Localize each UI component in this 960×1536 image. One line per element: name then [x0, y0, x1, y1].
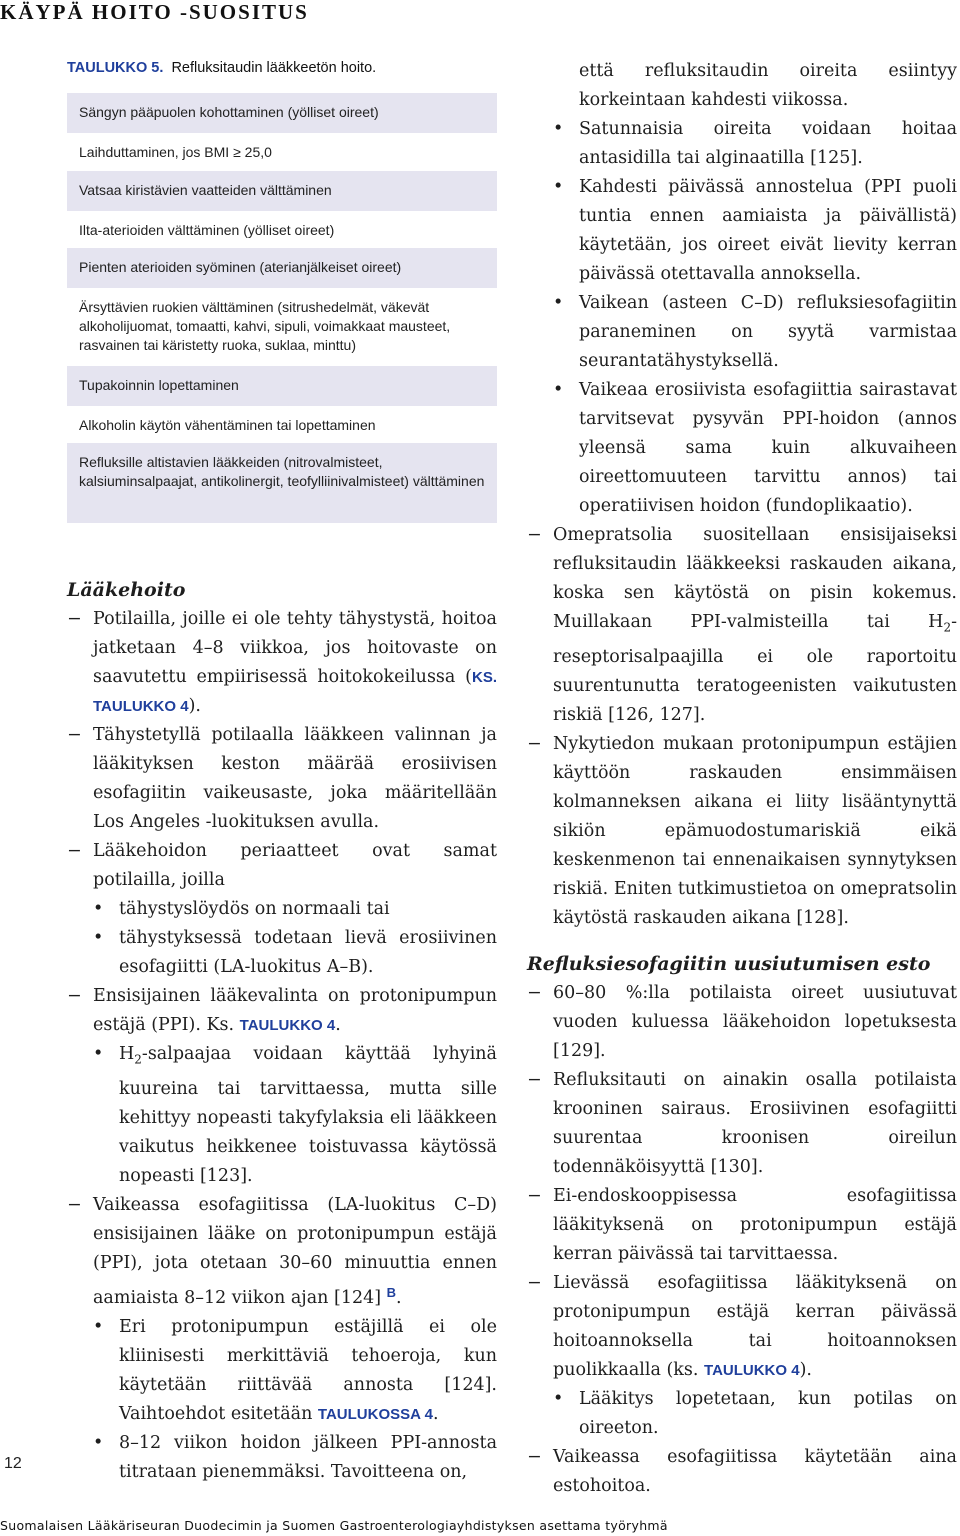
- list-item: [527, 521, 957, 730]
- table-row: Alkoholin käytön vähentäminen tai lopettaminen: [79, 417, 376, 433]
- bullet-item: • tähystyksessä todetaan lievä erosiivinen esofagiitti (LA-luokitus A–B).: [67, 924, 497, 982]
- table-reference-link[interactable]: TAULUKKO 4: [704, 1361, 800, 1379]
- table-5: [67, 60, 497, 523]
- item-text-end: .: [396, 1287, 402, 1308]
- subscript: 2: [134, 1052, 142, 1067]
- bullet-item: • 8–12 viikon hoidon jälkeen PPI-annosta titrataan pienemmäksi. Tavoitteena on,: [67, 1429, 497, 1487]
- item-text: Eri protonipumpun estäjillä ei ole kliinisesti merkittäviä tehoeroja, kun käytetään riittävää annosta [124]. Vaihtoehdot esitetään: [119, 1316, 497, 1424]
- bullet-item: • Lääkitys lopetetaan, kun potilas on oireeton.: [527, 1385, 957, 1443]
- right-column: [527, 57, 957, 1501]
- list-item: − Tähystetyllä potilaalla lääkkeen valinnan ja lääkityksen keston määrää erosiivisen esofagiitin vaikeusaste, joka määritellään Los Angeles -luokituksen avulla.: [67, 721, 497, 837]
- item-text: -salpaajaa voidaan käyttää lyhyinä kuureina tai tarvittaessa, mutta sille kehittyy nopeasti takyfylaksia eli lääkkeen vaikutus heikkenee toistuvassa käytössä nopeasti [123].: [119, 1044, 497, 1186]
- bullet-item: [67, 1313, 497, 1429]
- page-footer: Suomalaisen Lääkäriseuran Duodecimin ja Suomen Gastroenterologiayhdistyksen asettama työryhmä: [0, 1518, 668, 1533]
- item-text: -reseptorisalpaajilla ei ole raportoitu suurentunutta teratogeenisten vaikutusten riskiä [126, 127].: [553, 612, 957, 725]
- table-row: Vatsaa kiristävien vaatteiden välttäminen: [67, 171, 497, 211]
- table-reference-link[interactable]: TAULUKOSSA 4: [317, 1405, 433, 1423]
- table-row: Sängyn pääpuolen kohottaminen (yölliset oireet): [67, 93, 497, 133]
- item-text: Vaikeassa esofagiitissa (LA-luokitus C–D) ensisijainen lääke on protonipumpun estäjä (PPI), jota otetaan 30–60 minuuttia ennen aamiaista 8–12 viikon ajan [124]: [93, 1194, 497, 1308]
- item-text: Lievässä esofagiitissa lääkityksenä on protonipumpun estäjä kerran päivässä hoitoannoksella tai hoitoannoksen puolikkaalla (ks.: [553, 1272, 957, 1380]
- item-text-end: ).: [799, 1359, 812, 1380]
- item-text: Ensisijainen lääkevalinta on protonipumpun estäjä (PPI). Ks.: [93, 986, 497, 1035]
- table-row: Ilta-aterioiden välttäminen (yölliset oireet): [79, 222, 335, 238]
- item-text-end: .: [335, 1015, 341, 1035]
- table-reference-link[interactable]: TAULUKKO 4: [239, 1017, 336, 1034]
- item-text-end: ).: [188, 696, 201, 716]
- subscript: 2: [943, 620, 952, 635]
- list-item: [67, 1191, 497, 1313]
- table-title: [67, 60, 497, 76]
- bullet-item: • Satunnaisia oireita voidaan hoitaa antasidilla tai alginaatilla [125].: [527, 115, 957, 173]
- list-item: − Refluksitauti on ainakin osalla potilaista krooninen sairaus. Erosiivinen esofagiitti suurentaa kroonisen oireilun todennäköisyyttä [130].: [527, 1066, 957, 1182]
- item-text: Potilailla, joille ei ole tehty tähystystä, hoitoa jatketaan 4–8 viikkoa, jos hoitovaste on saavutettu empiirisessä hoitokokeilussa (: [93, 609, 497, 687]
- continued-text: että refluksitaudin oireita esiintyy korkeintaan kahdesti viikossa.: [579, 61, 957, 110]
- table-caption: Refluksitaudin lääkkeetön hoito.: [171, 60, 377, 76]
- table-label: TAULUKKO 5.: [67, 60, 164, 76]
- bullet-item: [67, 1040, 497, 1191]
- list-item: − Vaikeassa esofagiitissa käytetään aina estohoitoa.: [527, 1443, 957, 1501]
- table-row: Ärsyttävien ruokien välttäminen (sitrushedelmät, väkevät alkoholijuomat, tomaatti, kahvi, sipuli, voimakkaat mausteet, rasvainen tai käristetty ruoka, suklaa, minttu): [79, 299, 451, 353]
- bullet-item: • Vaikeaa erosiivista esofagiittia sairastavat tarvitsevat pysyvän PPI-hoidon (annos yleensä sama kuin alkuvaiheen oireettomuuteen tarvittu annos) tai operatiivisen hoidon (fundoplikaatio).: [527, 376, 957, 521]
- evidence-grade: B: [386, 1284, 397, 1300]
- table-row: Tupakoinnin lopettaminen: [67, 366, 497, 406]
- bullet-item: • tähystyslöydös on normaali tai: [67, 895, 497, 924]
- list-item: − Nykytiedon mukaan protonipumpun estäjien käyttöön raskauden ensimmäisen kolmanneksen aikana ei liity lisääntynyttä sikiön epämuodostumariskiä eikä keskenmenon tai ennenaikaisen synnytyksen riskiä. Eniten tutkimustietoa on omepratsolin käytöstä raskauden aikana [128].: [527, 730, 957, 933]
- item-text: H: [119, 1044, 135, 1064]
- list-item: [67, 982, 497, 1040]
- table-reference-link[interactable]: KS. TAULUKKO 4: [93, 669, 497, 715]
- list-item: [67, 605, 497, 721]
- section-heading-laakehoito: Lääkehoito: [67, 579, 186, 601]
- list-item: − 60–80 %:lla potilaista oireet uusiutuvat vuoden kuluessa lääkehoidon lopetuksesta [129].: [527, 979, 957, 1066]
- section-heading-uusiutumisen-esto: Refluksiesofagiitin uusiutumisen esto: [527, 952, 931, 975]
- list-item: − Ei-endoskooppisessa esofagiitissa lääkityksenä on protonipumpun estäjä kerran päivässä tai tarvittaessa.: [527, 1182, 957, 1269]
- bullet-item: • Vaikean (asteen C–D) refluksiesofagiitin paraneminen on syytä varmistaa seurantatähystyksellä.: [527, 289, 957, 376]
- table-row: Refluksille altistavien lääkkeiden (nitrovalmisteet, kalsiuminsalpaajat, antikolinergit, teofylliinivalmisteet) välttäminen: [67, 443, 497, 523]
- list-item: [527, 1269, 957, 1385]
- list-item: − Lääkehoidon periaatteet ovat samat potilailla, joilla: [67, 837, 497, 895]
- bullet-item: • Kahdesti päivässä annostelua (PPI puoli tuntia ennen aamiaista ja päivällistä) käytetään, jos oireet eivät lievity kerran päivässä otettavalla annoksella.: [527, 173, 957, 289]
- left-column: [67, 575, 497, 1487]
- table-row: Pienten aterioiden syöminen (aterianjälkeiset oireet): [67, 248, 497, 288]
- page-number: 12: [4, 1455, 22, 1472]
- table-row: Laihduttaminen, jos BMI ≥ 25,0: [79, 144, 272, 160]
- item-text: Omepratsolia suositellaan ensisijaiseksi refluksitaudin lääkkeeksi raskauden aikana, koska sen käytöstä on pisin kokemus. Muillakaan PPI-valmisteilla tai H: [553, 525, 957, 632]
- item-text-end: .: [432, 1403, 439, 1424]
- page-header: KÄYPÄ HOITO -SUOSITUS: [0, 0, 309, 24]
